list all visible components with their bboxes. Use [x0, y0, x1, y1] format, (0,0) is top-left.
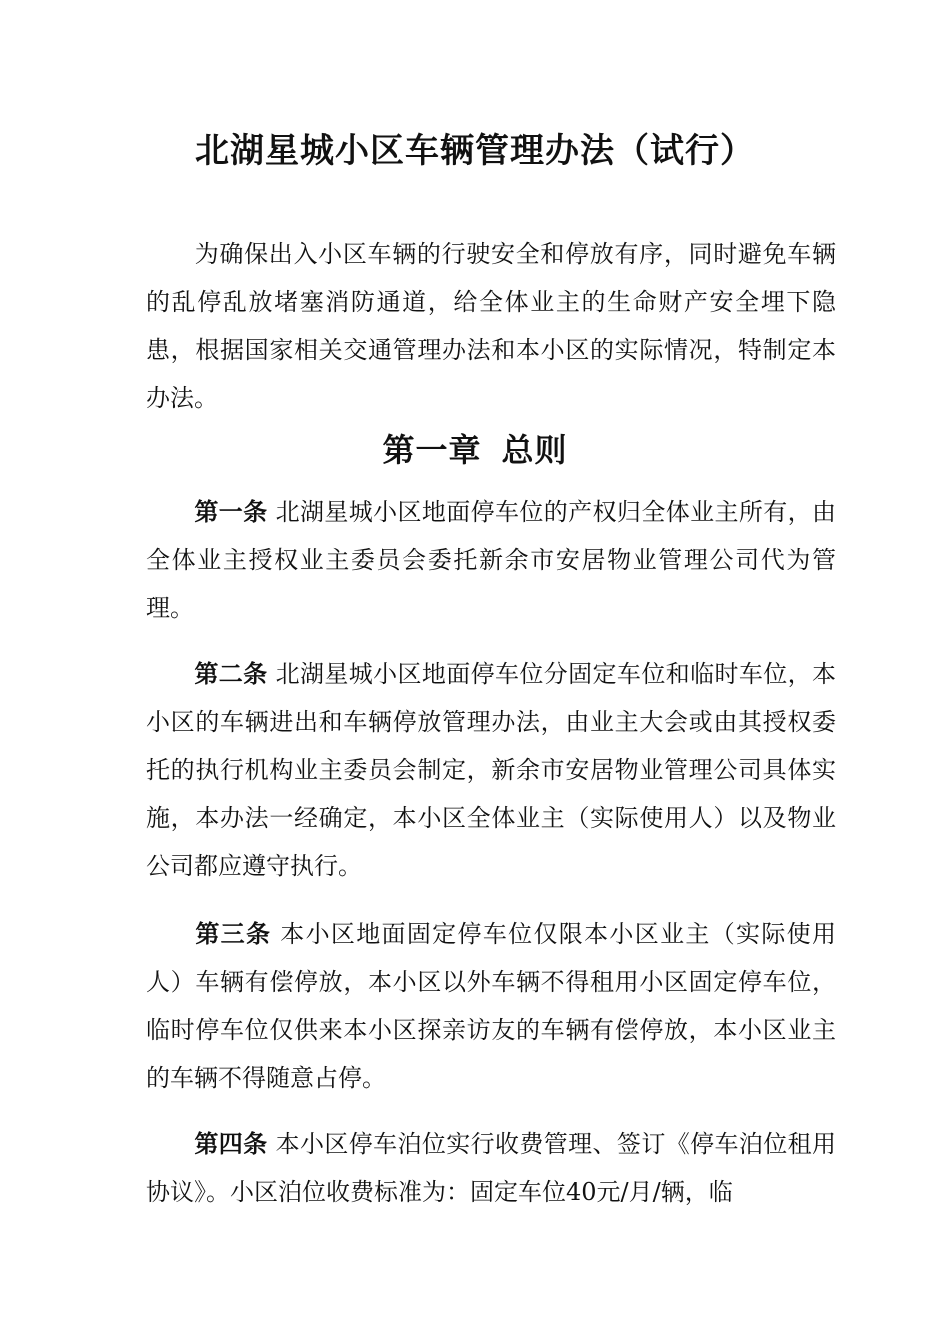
article-label: 第四条: [194, 1129, 268, 1158]
article-label: 第一条: [194, 497, 268, 526]
article-text: 本小区停车泊位实行收费管理、签订《停车泊位租用协议》。小区泊位收费标准为：固定车位40元/月/辆，临: [146, 1130, 837, 1206]
article-text: 北湖星城小区地面停车位的产权归全体业主所有，由全体业主授权业主委员会委托新余市安居物业管理公司代为管理。: [146, 498, 837, 622]
chapter-number: 第一章: [382, 431, 482, 469]
document-title: 北湖星城小区车辆管理办法（试行）: [195, 131, 755, 171]
article-3: [146, 910, 836, 1102]
article-2: [146, 650, 836, 890]
article-text: 北湖星城小区地面停车位分固定车位和临时车位，本小区的车辆进出和车辆停放管理办法，由业主大会或由其授权委托的执行机构业主委员会制定，新余市安居物业管理公司具体实施，本办法一经确定，本小区全体业主（实际使用人）以及物业公司都应遵守执行。: [146, 660, 837, 880]
chapter-heading: [0, 428, 950, 472]
article-label: 第三条: [194, 919, 272, 948]
chapter-name: 总则: [501, 431, 568, 469]
article-label: 第二条: [194, 659, 268, 688]
article-1: [146, 488, 836, 632]
article-text: 本小区地面固定停车位仅限本小区业主（实际使用人）车辆有偿停放，本小区以外车辆不得租用小区固定停车位，临时停车位仅供来本小区探亲访友的车辆有偿停放，本小区业主的车辆不得随意占停。: [146, 920, 837, 1092]
article-4: [146, 1120, 836, 1216]
preamble-paragraph: [146, 230, 836, 422]
preamble-text: 为确保出入小区车辆的行驶安全和停放有序，同时避免车辆的乱停乱放堵塞消防通道，给全体业主的生命财产安全埋下隐患，根据国家相关交通管理办法和本小区的实际情况，特制定本办法。: [146, 240, 836, 412]
